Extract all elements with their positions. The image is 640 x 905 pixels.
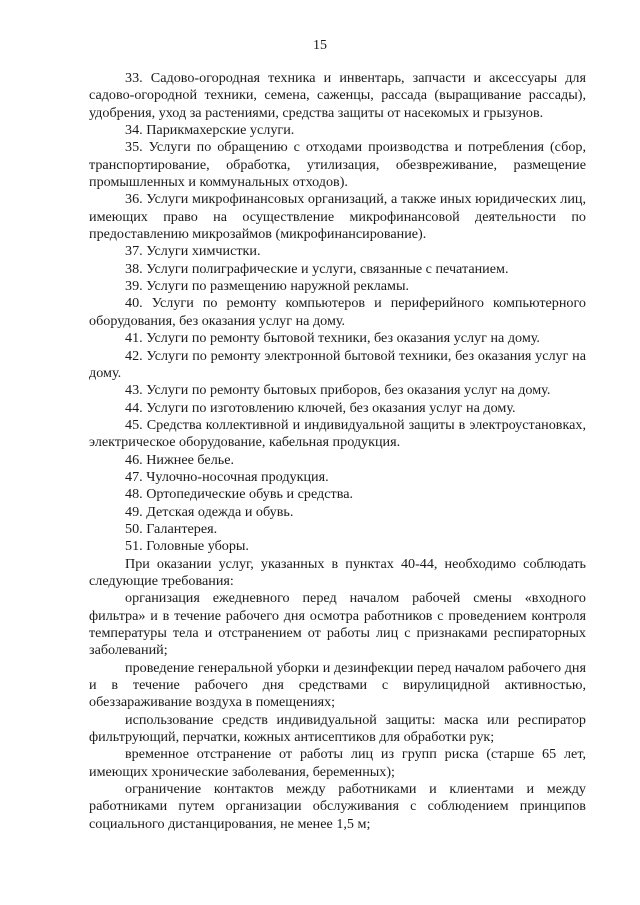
paragraph: временное отстранение от работы лиц из групп риска (старше 65 лет, имеющих хронические заболевания, беременных); — [89, 746, 586, 780]
paragraph: 42. Услуги по ремонту электронной бытовой техники, без оказания услуг на дому. — [89, 347, 586, 381]
paragraph: 47. Чулочно-носочная продукция. — [125, 468, 329, 485]
paragraph: 45. Средства коллективной и индивидуальной защиты в электроустановках, электрическое оборудование, кабельная продукция. — [89, 416, 586, 451]
paragraph: 46. Нижнее белье. — [125, 451, 235, 468]
paragraph: проведение генеральной уборки и дезинфекции перед началом рабочего дня и в течение рабочего дня средствами с вирулицидной активностью, обеззараживание воздуха в помещениях; — [89, 659, 586, 711]
paragraph: 38. Услуги полиграфические и услуги, связанные с печатанием. — [125, 260, 509, 277]
paragraph: 44. Услуги по изготовлению ключей, без оказания услуг на дому. — [125, 399, 516, 416]
paragraph: 36. Услуги микрофинансовых организаций, а также иных юридических лиц, имеющих право на осуществление микрофинансовой деятельности по предоставлению микрозаймов (микрофинансирование). — [89, 191, 586, 243]
paragraph: 37. Услуги химчистки. — [125, 243, 261, 260]
paragraph: 41. Услуги по ремонту бытовой техники, без оказания услуг на дому. — [125, 330, 540, 347]
page-number: 15 — [313, 38, 327, 53]
paragraph: При оказании услуг, указанных в пунктах 40-44, необходимо соблюдать следующие требования: — [89, 555, 586, 589]
document-body — [89, 70, 586, 833]
paragraph: 50. Галантерея. — [125, 520, 218, 537]
paragraph: 35. Услуги по обращению с отходами производства и потребления (сбор, транспортирование, обработка, утилизация, обезвреживание, размещение промышленных и коммунальных отходов). — [89, 139, 586, 191]
paragraph: использование средств индивидуальной защиты: маска или респиратор фильтрующий, перчатки, кожных антисептиков для обработки рук; — [89, 711, 586, 746]
paragraph: 48. Ортопедические обувь и средства. — [125, 486, 354, 503]
paragraph: 51. Головные уборы. — [125, 538, 249, 555]
paragraph: 40. Услуги по ремонту компьютеров и периферийного компьютерного оборудования, без оказания услуг на дому. — [89, 295, 586, 329]
paragraph: 49. Детская одежда и обувь. — [125, 503, 294, 520]
paragraph: организация ежедневного перед началом рабочей смены «входного фильтра» и в течение рабочего дня осмотра работников с проведением контроля температуры тела и отстранением от работы лиц с признаками респираторных заболеваний; — [89, 590, 586, 659]
paragraph: ограничение контактов между работниками и клиентами и между работниками путем организации обслуживания с соблюдением принципов социального дистанцирования, не менее 1,5 м; — [89, 781, 586, 832]
paragraph: 34. Парикмахерские услуги. — [125, 122, 295, 139]
paragraph: 33. Садово-огородная техника и инвентарь, запчасти и аксессуары для садово-огородной техники, семена, саженцы, рассада (выращивание рассады), удобрения, уход за растениями, средства защиты от насекомых и грызунов. — [89, 70, 586, 121]
paragraph: 39. Услуги по размещению наружной рекламы. — [125, 278, 410, 295]
paragraph: 43. Услуги по ремонту бытовых приборов, без оказания услуг на дому. — [125, 382, 551, 399]
